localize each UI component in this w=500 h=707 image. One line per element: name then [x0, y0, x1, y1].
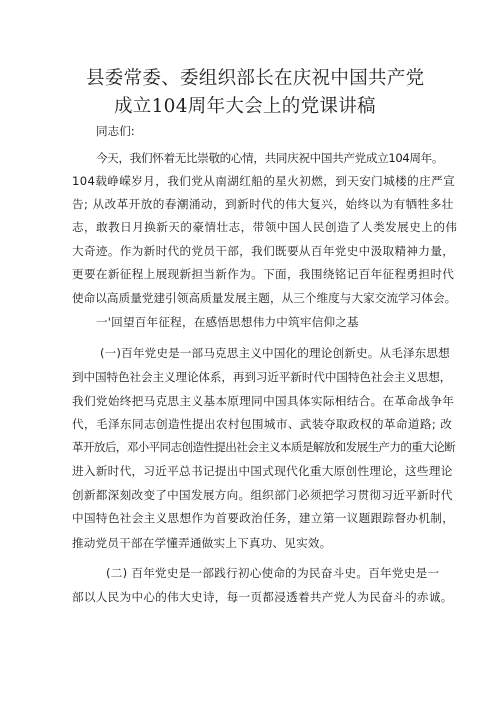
body-line: 104载峥嵘岁月，我们党从南湖红船的星火初燃，到天安门城楼的庄严宣 — [72, 174, 456, 188]
body-line: 使命以高质量党建引领高质量发展主题，从三个维度与大家交流学习体会。 — [72, 291, 457, 305]
body-line: 部以人民为中心的伟大史诗，每一页都浸透着共产党人为民奋斗的赤诚。 — [72, 590, 453, 604]
body-line: 创新都深刻改变了中国发展方向。组织部门必须把学习贯彻习近平新时代 — [72, 488, 453, 502]
body-line: 到中国特色社会主义理论体系，再到习近平新时代中国特色社会主义思想， — [72, 370, 452, 384]
subsection-heading: (二) 百年党史是一部践行初心使命的为民奋斗史。百年党史是一 — [106, 566, 440, 580]
body-line: 推动党员干部在学懂弄通做实上下真功、见实效。 — [72, 536, 332, 550]
body-line: 更要在新征程上展现新担当新作为。下面，我围绕铭记百年征程勇担时代 — [72, 267, 455, 281]
subsection-heading: (一)百年党史是一部马克思主义中国化的理论创新史。从毛泽东思想 — [100, 346, 450, 360]
document-title-line-1: 县委常委、委组织部长在庆祝中国共产党 — [86, 68, 425, 89]
body-line: 中国特色社会主义思想作为首要政治任务，建立第一议题跟踪督办机制， — [72, 511, 455, 525]
body-line: 革开放后，邓小平同志创造性提出社会主义本质是解放和发展生产力的重大论断 — [72, 440, 456, 454]
body-line: 我们党始终把马克思主义基本原理同中国具体实际相结合。在革命战争年 — [72, 394, 455, 408]
body-line: 进入新时代，习近平总书记提出中国式现代化重大原创性理论，这些理论 — [72, 464, 453, 478]
body-line: 告; 从改革开放的春潮涌动，到新时代的伟大复兴，始终以为有牺牲多壮 — [72, 197, 454, 211]
body-line: 大奇迹。作为新时代的党员干部，我们既要从百年党史中汲取精神力量， — [72, 244, 455, 258]
document-title-line-2: 成立104周年大会上的党课讲稿 — [114, 96, 376, 117]
body-line: 代，毛泽东同志创造性提出农村包围城市、武装夺取政权的革命道路; 改 — [72, 417, 453, 431]
section-heading: 一'回望百年征程，在感悟思想伟力中筑牢信仰之基 — [96, 315, 359, 329]
body-line: 志，敢教日月换新天的豪情壮志，带领中国人民创造了人类发展史上的伟 — [72, 220, 458, 234]
body-line: 今天，我们怀着无比崇敬的心情，共同庆祝中国共产党成立104周年。 — [96, 151, 444, 165]
salutation: 同志们: — [96, 124, 135, 138]
